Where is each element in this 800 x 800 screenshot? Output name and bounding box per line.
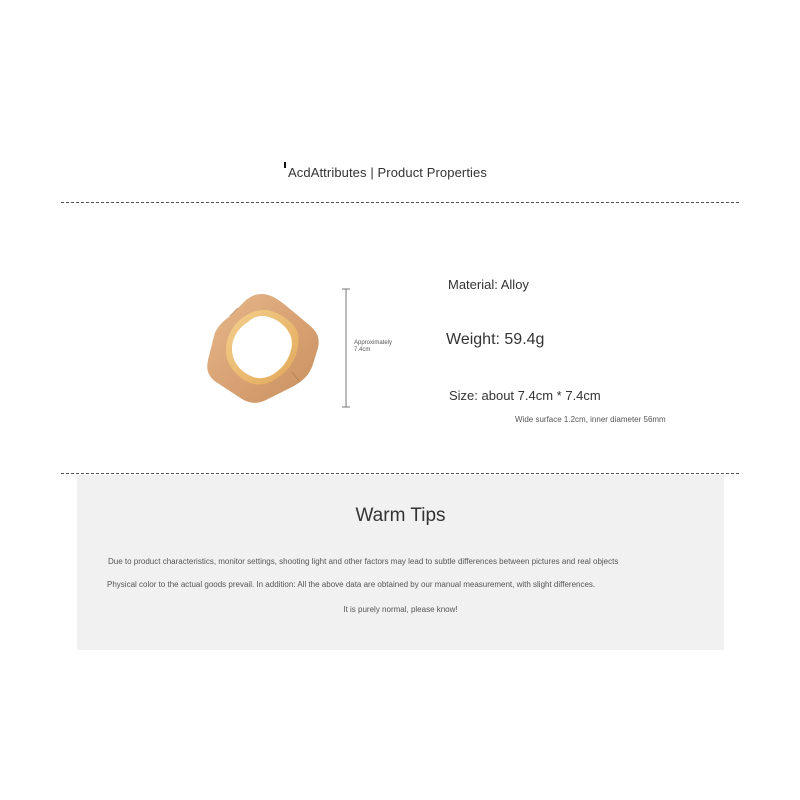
dimension-label	[354, 340, 392, 354]
dimension-line	[340, 288, 352, 408]
material-spec: Material: Alloy	[448, 277, 529, 292]
header-accent-mark	[284, 162, 286, 168]
warm-tips-line-2: Physical color to the actual goods prevail. In addition: All the above data are obtained by our manual measurement, with slight differences.	[107, 580, 596, 589]
warm-tips-line-3: It is purely normal, please know!	[343, 605, 458, 614]
size-note: Wide surface 1.2cm, inner diameter 56mm	[515, 415, 666, 424]
dimension-label-line2: 7.4cm	[354, 347, 371, 353]
dimension-label-line1: Approximately	[354, 340, 393, 346]
top-divider	[61, 202, 739, 203]
warm-tips-panel	[77, 475, 724, 650]
weight-spec: Weight: 59.4g	[446, 331, 545, 348]
warm-tips-line-1: Due to product characteristics, monitor settings, shooting light and other factors may lead to subtle differences between pictures and real objects	[108, 557, 619, 566]
section-title: AcdAttributes | Product Properties	[288, 165, 487, 180]
warm-tips-title: Warm Tips	[355, 505, 446, 526]
square-bangle-image	[196, 286, 326, 410]
bottom-divider	[61, 473, 739, 474]
size-spec: Size: about 7.4cm * 7.4cm	[449, 388, 601, 403]
